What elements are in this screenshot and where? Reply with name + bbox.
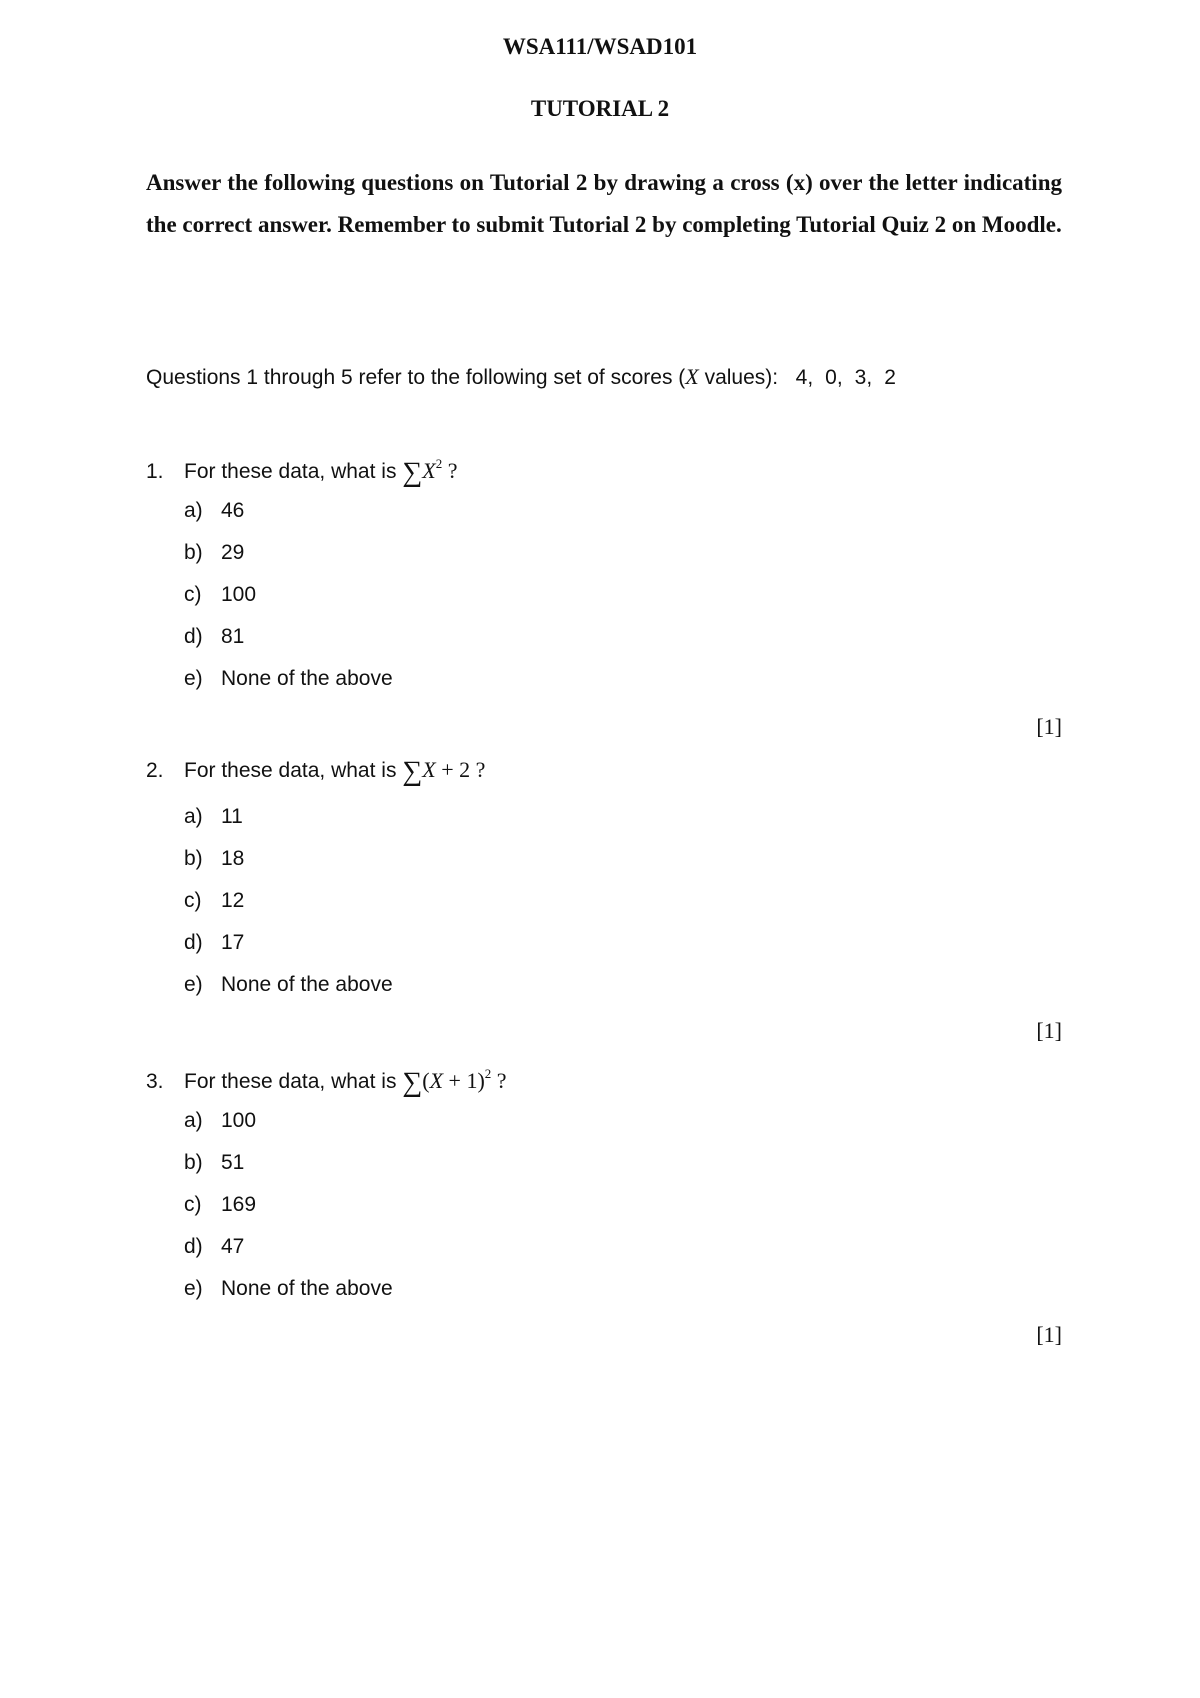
- option-text: 169: [221, 1193, 257, 1216]
- option-text: 100: [221, 583, 257, 606]
- option-letter: b): [184, 847, 203, 870]
- answer-option[interactable]: [146, 1268, 1062, 1310]
- answer-options: [146, 1100, 1062, 1310]
- question-text: For these data, what is: [184, 460, 397, 483]
- option-letter: b): [184, 541, 203, 564]
- option-text: 100: [221, 1109, 257, 1132]
- formula-exponent: 2: [435, 456, 443, 471]
- question-3: [146, 1058, 1062, 1310]
- option-text: 12: [221, 889, 245, 912]
- answer-options: [146, 796, 1062, 1006]
- question-3-mark: [1]: [1036, 1322, 1062, 1347]
- course-code: WSA111/WSAD101: [502, 34, 698, 59]
- answer-option[interactable]: [146, 532, 1062, 574]
- option-text: 81: [221, 625, 245, 648]
- option-letter: e): [184, 973, 203, 996]
- answer-option[interactable]: [146, 1100, 1062, 1142]
- tutorial-title: TUTORIAL 2: [530, 96, 670, 121]
- intro-text-after: values):: [698, 366, 779, 389]
- formula-variable: X: [429, 1068, 444, 1093]
- score-value: 4,: [795, 366, 814, 389]
- option-letter: b): [184, 1151, 203, 1174]
- questions-intro: [146, 364, 1062, 390]
- formula-rest: + 1): [443, 1068, 485, 1093]
- question-1-mark: [1]: [1036, 714, 1062, 739]
- answer-option[interactable]: [146, 574, 1062, 616]
- option-text: 11: [221, 805, 243, 828]
- option-text: None of the above: [221, 667, 393, 690]
- intro-variable: X: [685, 364, 699, 389]
- sigma-symbol: ∑: [402, 756, 423, 787]
- intro-text-before: Questions 1 through 5 refer to the following set of scores (: [146, 366, 686, 389]
- question-text: For these data, what is: [184, 1070, 397, 1093]
- question-1: [146, 448, 1062, 700]
- answer-option[interactable]: [146, 880, 1062, 922]
- question-number: 1.: [146, 460, 164, 483]
- formula-rest: + 2: [435, 757, 471, 782]
- option-letter: d): [184, 625, 203, 648]
- sigma-symbol: ∑: [402, 1067, 423, 1098]
- answer-option[interactable]: [146, 796, 1062, 838]
- score-value: 2: [884, 366, 896, 389]
- question-prompt: [146, 1058, 1062, 1098]
- option-text: 17: [221, 931, 245, 954]
- answer-option[interactable]: [146, 1226, 1062, 1268]
- question-number: 3.: [146, 1070, 164, 1093]
- formula-tail: ?: [470, 757, 486, 782]
- formula-variable: X: [422, 458, 436, 483]
- option-letter: c): [184, 889, 202, 912]
- sigma-symbol: ∑: [402, 457, 423, 488]
- sum-formula: [402, 456, 458, 488]
- formula-tail: ?: [442, 458, 458, 483]
- question-prompt: [146, 448, 1062, 488]
- answer-option[interactable]: [146, 658, 1062, 700]
- option-letter: e): [184, 667, 203, 690]
- option-letter: a): [184, 499, 203, 522]
- option-text: 46: [221, 499, 245, 522]
- score-list: [784, 366, 908, 389]
- score-value: 0,: [825, 366, 843, 389]
- option-letter: d): [184, 931, 203, 954]
- option-letter: a): [184, 805, 203, 828]
- option-text: None of the above: [221, 1277, 393, 1300]
- answer-option[interactable]: [146, 1142, 1062, 1184]
- formula-variable: X: [422, 757, 436, 782]
- answer-option[interactable]: [146, 964, 1062, 1006]
- answer-option[interactable]: [146, 490, 1062, 532]
- option-text: 29: [221, 541, 245, 564]
- formula-tail: ?: [491, 1068, 507, 1093]
- answer-option[interactable]: [146, 838, 1062, 880]
- option-text: 18: [221, 847, 245, 870]
- answer-options: [146, 490, 1062, 700]
- question-prompt: [146, 754, 1062, 786]
- option-letter: d): [184, 1235, 203, 1258]
- option-letter: c): [184, 1193, 202, 1216]
- option-letter: a): [184, 1109, 203, 1132]
- question-number: 2.: [146, 759, 164, 782]
- sum-formula: [402, 756, 486, 787]
- formula-exponent: 2: [484, 1066, 492, 1081]
- question-text: For these data, what is: [184, 759, 397, 782]
- formula-open-paren: (: [422, 1068, 430, 1093]
- sum-formula: [402, 1066, 507, 1098]
- option-letter: e): [184, 1277, 203, 1300]
- option-text: 47: [221, 1235, 245, 1258]
- score-value: 3,: [854, 366, 873, 389]
- question-2-mark: [1]: [1036, 1018, 1062, 1043]
- option-letter: c): [184, 583, 202, 606]
- option-text: None of the above: [221, 973, 393, 996]
- instructions-paragraph: Answer the following questions on Tutorial 2 by drawing a cross (x) over the letter indicating the correct answer. Remember to submit Tutorial 2 by completing Tutorial Quiz 2 on Moodle.: [146, 170, 1062, 237]
- answer-option[interactable]: [146, 1184, 1062, 1226]
- option-text: 51: [221, 1151, 245, 1174]
- answer-option[interactable]: [146, 922, 1062, 964]
- question-2: [146, 754, 1062, 1006]
- answer-option[interactable]: [146, 616, 1062, 658]
